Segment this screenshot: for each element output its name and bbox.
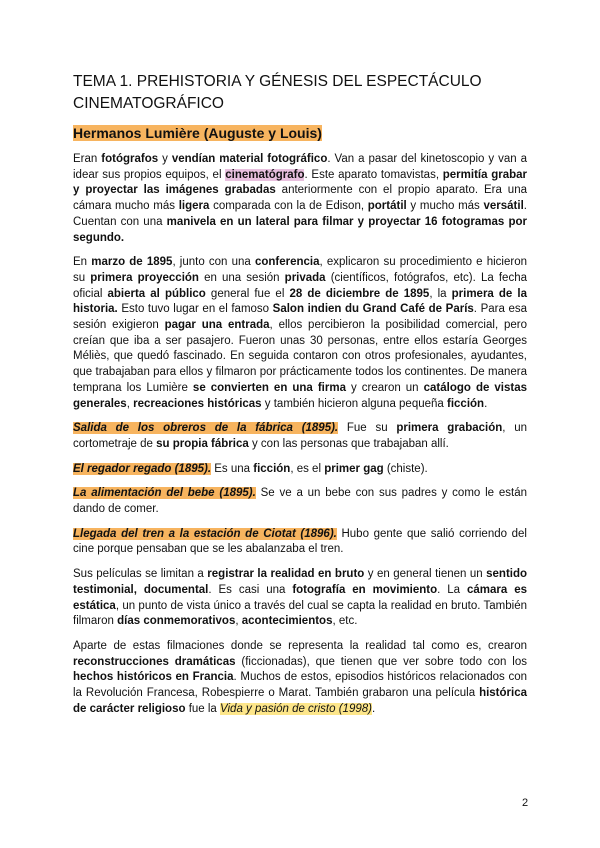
p2-text: Esto tuvo lugar en el famoso: [117, 303, 273, 316]
p7-text: , un punto de vista único a través del cual se capta la realidad en bruto. También filmaron: [73, 599, 527, 628]
p1-bold: permitía grabar y proyectar las imágenes grabadas: [73, 168, 527, 197]
p3-bold: su propia fábrica: [156, 437, 249, 450]
p2-text: , ellos percibieron la posibilidad comercial, pero creían que iba a ser pasajero. Fueron unas 30 personas, entre ellos estaría Georges Méliès, que quedó fascinado. En seguida contaron con otros profesionales, ayudantes, que trabajaban para ellos y filmaron por prácticamente todos los continentes. De manera temprana los Lumière: [73, 319, 527, 394]
p2-bold: ficción: [447, 397, 485, 410]
p7-text: . La: [437, 583, 467, 596]
section-heading: [73, 123, 322, 143]
p4-bold: primer gag: [324, 462, 384, 475]
p7-bold: días conmemorativos: [117, 615, 236, 628]
p2-text: y crearon un: [345, 381, 424, 394]
section-heading-text: Hermanos Lumière (Auguste y Louis): [73, 125, 322, 141]
p2-bold: marzo de 1895: [91, 256, 173, 269]
p1-text: comparada con la de Edison,: [209, 200, 368, 213]
p8-bold: hechos históricos en Francia: [73, 671, 234, 684]
p8-text: (ficcionadas), que tienen que ver sobre todo con los: [235, 655, 528, 668]
p2-text: .: [484, 397, 488, 410]
p7-text: , etc.: [332, 615, 358, 628]
p2-bold: primera proyección: [90, 271, 199, 284]
p2-text: (científicos, fotógrafos, etc). La fecha oficial: [73, 271, 527, 300]
p1-text: y: [158, 153, 172, 165]
p2-bold: catálogo de vistas generales: [73, 381, 527, 410]
paragraph-4: [73, 462, 527, 478]
p2-text: ,: [126, 397, 134, 410]
p2-text: general fue el: [205, 287, 290, 300]
p7-bold: registrar la realidad en bruto: [207, 568, 365, 581]
p7-text: Sus películas se limitan a: [73, 568, 208, 581]
p2-bold: 28 de diciembre de 1895: [289, 287, 430, 300]
p3-bold: primera grabación: [396, 422, 503, 435]
p1-bold: manivela en un lateral para filmar y proyectar 16 fotogramas por segundo.: [73, 215, 527, 244]
p4-text: Es una: [211, 462, 254, 475]
paragraph-7: [73, 567, 527, 630]
p8-text: Aparte de estas filmaciones donde se representa la realidad tal como es, crearon: [73, 639, 527, 652]
film-title-highlight: Llegada del tren a la estación de Ciotat (1896).: [73, 527, 337, 540]
p2-text: en una sesión: [198, 271, 285, 284]
p4-text: (chiste).: [383, 462, 428, 475]
p2-bold: abierta al público: [107, 287, 206, 300]
p5-text: Se ve a un bebe con sus padres y como le están dando de comer.: [73, 487, 527, 516]
p3-text: , un cortometraje de: [73, 422, 528, 450]
p7-text: y en general tienen un: [364, 568, 487, 581]
film-title-highlight: Salida de los obreros de la fábrica (1895).: [73, 422, 339, 435]
p2-text: , explicaron su procedimiento e hicieron su: [73, 256, 527, 284]
p2-bold: primera de la historia.: [73, 287, 527, 316]
p8-text: .: [371, 702, 376, 715]
document-body: [73, 152, 527, 727]
page-number: 2: [522, 797, 529, 809]
p1-bold: ligera: [178, 200, 210, 213]
film-title-highlight: Vida y pasión de cristo (1998): [220, 702, 372, 715]
p6-text: Hubo gente que salió corriendo del cine porque pensaban que se les abalanzaba el tren.: [73, 527, 527, 556]
p7-text: . Es casi una: [208, 583, 293, 596]
p7-bold: acontecimientos: [241, 615, 333, 628]
p7-bold: fotografía en movimiento: [292, 583, 438, 596]
p4-text: , es el: [290, 462, 325, 475]
paragraph-6: [73, 527, 527, 558]
paragraph-1: [73, 152, 527, 246]
p7-bold: sentido testimonial, documental: [73, 568, 528, 596]
p2-bold: recreaciones históricas: [133, 397, 262, 410]
film-title-highlight: La alimentación del bebe (1895).: [73, 487, 256, 500]
p1-text: . Este aparato tomavistas,: [304, 168, 443, 181]
p1-text: Eran: [73, 153, 102, 165]
paragraph-8: [73, 639, 527, 718]
p1-text: y mucho más: [406, 200, 484, 213]
p1-text: . Van a pasar del kinetoscopio y van a idear sus propios equipos, el: [73, 153, 527, 181]
p8-text: fue la: [185, 702, 221, 715]
p2-bold: pagar una entrada: [164, 319, 270, 332]
p2-bold: privada: [284, 271, 326, 284]
p1-bold: fotógrafos: [101, 153, 159, 165]
p8-bold: reconstrucciones dramáticas: [73, 655, 236, 668]
p2-text: En: [73, 256, 92, 269]
p1-bold: versátil: [483, 200, 524, 213]
p2-text: , la: [429, 287, 452, 300]
p2-text: , junto con una: [172, 256, 255, 269]
p7-text: ,: [235, 615, 242, 628]
p2-text: y también hicieron alguna pequeña: [261, 397, 448, 410]
page-title: TEMA 1. PREHISTORIA Y GÉNESIS DEL ESPECTÁCULO CINEMATOGRÁFICO: [73, 73, 482, 112]
paragraph-3: [73, 421, 527, 452]
p3-text: y con las personas que trabajaban allí.: [248, 437, 449, 450]
p7-bold: cámara es estática: [73, 583, 527, 612]
p1-text: anteriormente con el propio aparato. Era una cámara mucho más: [73, 184, 527, 213]
p1-bold: portátil: [367, 200, 407, 213]
p1-bold: vendían material fotográfico: [171, 153, 328, 165]
p2-bold: se convierten en una firma: [192, 381, 346, 394]
p2-text: . Para esa sesión exigieron: [73, 303, 528, 332]
film-title-highlight: El regador regado (1895).: [73, 462, 212, 475]
p4-bold: ficción: [253, 462, 291, 475]
p3-text: Fue su: [338, 422, 397, 435]
p1-highlight: cinematógrafo: [225, 168, 305, 181]
paragraph-5: [73, 486, 527, 517]
p8-bold: histórica de carácter religioso: [73, 687, 527, 715]
p2-bold: conferencia: [254, 256, 320, 269]
p8-text: . Muchos de estos, episodios históricos relacionados con la Revolución Francesa, Robespierre o Marat. También grabaron una película: [73, 671, 527, 700]
paragraph-2: [73, 255, 527, 412]
p1-text: . Cuentan con una: [73, 200, 527, 228]
p2-bold: Salon indien du Grand Café de París: [272, 303, 474, 316]
